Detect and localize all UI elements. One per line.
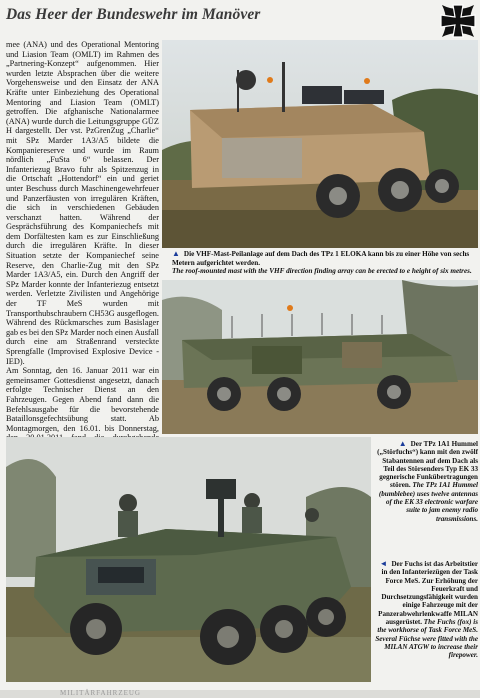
triangle-up-icon: ▲: [398, 439, 407, 448]
triangle-up-icon: ▲: [172, 249, 180, 258]
page-footer: [0, 690, 480, 698]
triangle-left-icon: ◄: [379, 559, 388, 568]
caption-english: The roof-mounted mast with the VHF direction finding array can be erected to e height of six metres.: [172, 267, 472, 276]
page-header: [0, 0, 480, 34]
caption-german: Der Fuchs ist das Arbeitstier in den Infanteriezügen der Task Force MeS. Zur Erhöhung der Feuerkraft und Durchsetzungsfähigkeit wurden einige Fahrzeuge mit der Panzerabwehrlenkwaffe MILAN ausgerüstet.: [378, 560, 478, 627]
caption-photo-1: [172, 250, 478, 276]
article-paragraph: Am Sonntag, den 16. Januar 2011 war ein gemeinsamer Gottesdienst angesetzt, danach erfolgte Technischer Dienst an den Fahrzeugen. Gegen Abend fand dann die Befehlsausgabe für die bevorstehende Bataillonsgefechtsübung statt. Ab Montagmorgen, den 16.01. bis Donnerstag,: [6, 366, 159, 433]
caption-photo-2: [375, 440, 478, 523]
photo-tpz-hummel: [162, 280, 478, 434]
caption-english: The TPz 1A1 Hummel (bumblebee) uses twelve antennas of the EK 33 electronic warfare suite to jam enemy radio transmissions.: [378, 481, 478, 523]
photo-fuchs: [6, 437, 371, 682]
caption-english: The Fuchs (fox) is the workhorse of Task Force MeS. Several Füchse were fitted with the MILAN ATGW to increase their firepower.: [375, 618, 478, 660]
article-paragraph: mee (ANA) und des Operational Mentoring und Liasion Team (OMLT) im Rahmen des „Partnering-Konzept“ aufgenommen. Hier wurden letzte Absprachen über die weitere Vorgehensweise und den Einsatz der ANA Kräfte unter Einbeziehung des Operational Mentoring and Liasion Team (OMLT) getroffen. Die afghanische Nationalarmee (ANA) wurde durch die Leitungsgruppe GÜZ H dargestellt. Der vst. PzGrenZug „Charlie“ mit SPz Marder 1A3/A5 bildete die Kompaniereserve und wurde im Raum nördlich „FuSta 6“ belassen. Der Infanteriezug Bravo fuhr als Spitzenzug in die Ortschaft „Hottendorf“ ein und geriet unter Beschuss durch Maschinengewehrfeuer und Panzerfäusten von irregulären Kräften, die sich in verschiedenen Gebäuden verschanzt hatten. Während der Gesprächsführung des Kompaniechefs mit dem Dorfältesten kam es zur Einschließung durch die irregulären Kräfte. In dieser Situation setzte der Kompaniechef seine Reserve, den Charlie-Zug mit den SPz Marder 1A3/A5, ein. Durch den Angriff der SPz Marder konnte der Infanteriezug entsetzt werden. Verletzte Zivilisten und Angehörige der TF MeS wurden mit Transporthubschraubern CH53G ausgeflogen. Während des Rückmarsches zum Basislager gab es bei den SPz Marder noch einen Ausfall durch eine am Straßenrand versteckte Sprengfalle (Improvised Explosive Device - IED).: [6, 40, 159, 366]
caption-german: Der TPz 1A1 Hummel („Störfuchs“) kann mit den zwölf Stabantennen auf dem Dach als Teil des Störsenders Typ EK 33 gegnerische Funkübertragungen stören.: [377, 440, 478, 490]
page-title: Das Heer der Bundeswehr im Manöver: [6, 6, 261, 23]
iron-cross-icon: [438, 2, 478, 40]
caption-german: Die VHF-Mast-Peilanlage auf dem Dach des TPz 1 ELOKA kann bis zu einer Höhe von sechs Metern aufgerichtet werden.: [172, 250, 470, 267]
photo-tpz-eloka: [162, 40, 478, 248]
caption-photo-3: [375, 560, 478, 660]
footer-text: MILITÄRFAHRZEUG: [60, 689, 141, 697]
article-body: [6, 40, 159, 453]
